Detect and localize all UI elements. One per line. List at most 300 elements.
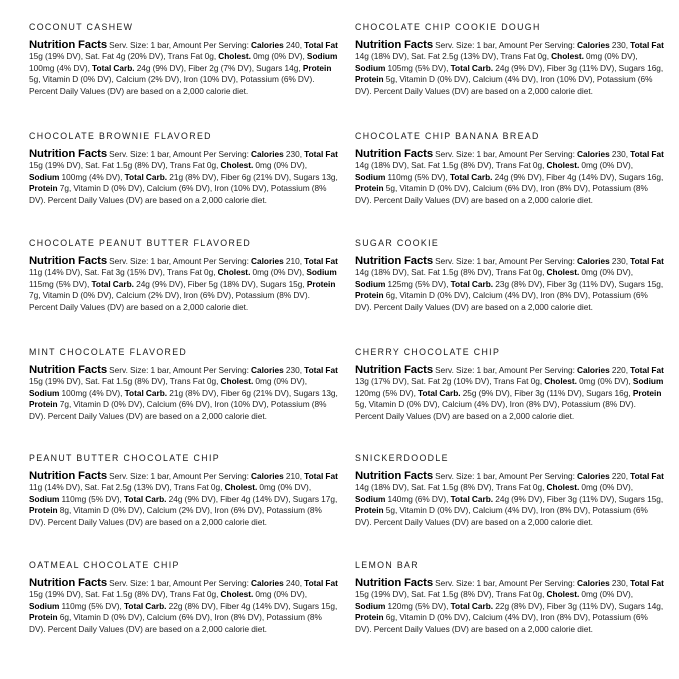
- daily-value-note: Percent Daily Values (DV) are based on a 2,000 calorie diet.: [47, 410, 267, 421]
- iron-label: Iron: [214, 183, 229, 194]
- potassium-label: Potassium: [592, 505, 632, 516]
- iron-label: Iron: [183, 74, 198, 85]
- flavor-name: CHERRY CHOCOLATE CHIP: [355, 347, 501, 357]
- cholesterol-value: 0mg (0% DV): [581, 589, 631, 600]
- potassium-value: (8% DV): [29, 612, 322, 634]
- nutrition-facts-title: Nutrition Facts: [355, 255, 434, 267]
- nutrition-facts-title: Nutrition Facts: [29, 470, 108, 482]
- flavor-name: CHOCOLATE CHIP COOKIE DOUGH: [355, 22, 541, 32]
- sat-fat-label: Sat. Fat: [411, 160, 440, 171]
- cholesterol-label: Cholest.: [224, 482, 258, 493]
- fiber-label: Fiber: [546, 171, 566, 182]
- sodium-value: 115mg (5% DV): [29, 278, 88, 289]
- total-carb-value: 21g (8% DV): [169, 387, 217, 398]
- cholesterol-label: Cholest.: [546, 160, 580, 171]
- sugars-label: Sugars: [260, 278, 287, 289]
- total-fat-value: 15g (19% DV): [29, 160, 81, 171]
- sugars-label: Sugars: [618, 62, 645, 73]
- sodium-label: Sodium: [355, 600, 386, 611]
- sugars-label: Sugars: [618, 171, 645, 182]
- protein-label: Protein: [355, 183, 384, 194]
- total-fat-label: Total Fat: [630, 40, 664, 50]
- nutrition-panel: [355, 22, 665, 97]
- total-carb-label: Total Carb.: [450, 278, 494, 289]
- cholesterol-value: 0mg (0% DV): [255, 589, 305, 600]
- potassium-label: Potassium: [561, 399, 601, 410]
- nutrition-facts-title: Nutrition Facts: [29, 577, 108, 589]
- total-fat-label: Total Fat: [630, 365, 664, 375]
- nutrition-facts-title: Nutrition Facts: [355, 364, 434, 376]
- protein-value: 5g: [385, 505, 395, 516]
- calories-value: 220: [611, 471, 626, 481]
- total-fat-value: 11g (14% DV): [29, 482, 81, 493]
- nutrition-panel: [355, 560, 665, 635]
- sodium-value: 140mg (6% DV): [387, 493, 447, 504]
- trans-fat-value: 0g: [203, 267, 214, 278]
- nutrition-panel: [355, 453, 665, 528]
- calcium-label: Calcium: [146, 505, 177, 516]
- potassium-label: Potassium: [240, 74, 279, 85]
- cholesterol-value: 0mg (0% DV): [581, 267, 631, 278]
- iron-label: Iron: [540, 505, 555, 516]
- cholesterol-value: 0mg (0% DV): [259, 482, 309, 493]
- sat-fat-value: 1.5g (8% DV): [116, 376, 166, 387]
- calcium-value: (6% DV): [178, 183, 210, 194]
- total-carb-label: Total Carb.: [123, 600, 167, 611]
- fiber-value: 3g (11% DV): [567, 62, 615, 73]
- sat-fat-label: Sat. Fat: [411, 482, 440, 493]
- calcium-label: Calcium: [146, 183, 177, 194]
- cholesterol-label: Cholest.: [217, 267, 251, 278]
- nutrition-facts-text: Nutrition Facts Serv. Size: 1 bar, Amount Per Serving: Calories 220, Total Fat 14g (18% DV), Sat. Fat 1.5g (8% DV), Trans Fat 0g, Cholest. 0mg (0% DV), Sodium 140mg (6% DV), Total Carb. 24g (9% DV), Fiber 3g (11% DV), Sugars 15g, Protein 5g, Vitamin D (0% DV), Calcium (4% DV), Iron (8% DV), Potassium (6% DV). Percent Daily Values (DV) are based on a 2,000 calorie diet.: [355, 470, 664, 527]
- fiber-value: 6g (21% DV): [241, 387, 289, 398]
- cholesterol-value: 0mg (0% DV): [255, 376, 305, 387]
- sugars-value: 17g: [321, 493, 335, 504]
- sodium-label: Sodium: [29, 387, 60, 398]
- vitamin-d-label: Vitamin D: [73, 399, 109, 410]
- cholesterol-value: 0mg (0% DV): [581, 482, 631, 493]
- total-carb-value: 22g (8% DV): [495, 600, 543, 611]
- sat-fat-label: Sat. Fat: [84, 482, 114, 493]
- iron-value: (8% DV): [556, 505, 588, 516]
- vitamin-d-label: Vitamin D: [73, 183, 109, 194]
- calcium-label: Calcium: [115, 74, 146, 85]
- protein-value: 5g: [385, 183, 395, 194]
- calories-label: Calories: [577, 471, 610, 481]
- vitamin-d-label: Vitamin D: [399, 290, 435, 301]
- trans-fat-label: Trans Fat: [500, 51, 536, 62]
- sodium-label: Sodium: [29, 493, 60, 504]
- calories-value: 240: [285, 578, 300, 588]
- fiber-label: Fiber: [220, 387, 240, 398]
- cholesterol-value: 0mg (0% DV): [581, 160, 631, 171]
- protein-label: Protein: [29, 183, 58, 194]
- protein-value: 7g: [29, 290, 39, 301]
- calcium-value: (2% DV): [148, 74, 180, 85]
- calcium-value: (4% DV): [504, 505, 536, 516]
- serving-info: Serv. Size: 1 bar, Amount Per Serving:: [109, 578, 249, 588]
- nutrition-panel: [29, 347, 339, 422]
- sat-fat-label: Sat. Fat: [85, 160, 114, 171]
- protein-label: Protein: [355, 290, 384, 301]
- trans-fat-value: 0g: [532, 267, 543, 278]
- calories-label: Calories: [577, 578, 610, 588]
- nutrition-facts-text: Nutrition Facts Serv. Size: 1 bar, Amount Per Serving: Calories 230, Total Fat 14g (18% DV), Sat. Fat 1.5g (8% DV), Trans Fat 0g, Cholest. 0mg (0% DV), Sodium 110mg (5% DV), Total Carb. 24g (9% DV), Fiber 4g (14% DV), Sugars 16g, Protein 5g, Vitamin D (0% DV), Calcium (6% DV), Iron (8% DV), Potassium (8% DV). Percent Daily Values (DV) are based on a 2,000 calorie diet.: [355, 148, 664, 205]
- total-carb-value: 22g (8% DV): [168, 600, 216, 611]
- calcium-value: (2% DV): [148, 290, 180, 301]
- nutrition-facts-title: Nutrition Facts: [355, 39, 434, 51]
- cholesterol-label: Cholest.: [546, 267, 580, 278]
- total-carb-value: 24g (9% DV): [495, 62, 543, 73]
- calories-value: 230: [611, 149, 626, 159]
- fiber-value: 3g (11% DV): [567, 278, 615, 289]
- sugars-label: Sugars: [256, 62, 283, 73]
- trans-fat-value: 0g: [532, 589, 543, 600]
- trans-fat-value: 0g: [206, 589, 217, 600]
- total-fat-label: Total Fat: [304, 256, 338, 266]
- sodium-value: 125mg (5% DV): [387, 278, 447, 289]
- vitamin-d-value: (0% DV): [111, 399, 143, 410]
- cholesterol-value: 0mg (0% DV): [253, 51, 303, 62]
- calcium-label: Calcium: [472, 612, 503, 623]
- flavor-name: OATMEAL CHOCOLATE CHIP: [29, 560, 180, 570]
- daily-value-note: Percent Daily Values (DV) are based on a 2,000 calorie diet.: [355, 410, 575, 421]
- calcium-label: Calcium: [472, 505, 503, 516]
- daily-value-note: Percent Daily Values (DV) are based on a 2,000 calorie diet.: [29, 301, 249, 312]
- sodium-label: Sodium: [29, 600, 60, 611]
- fiber-value: 3g (11% DV): [535, 387, 582, 398]
- vitamin-d-value: (0% DV): [80, 74, 112, 85]
- sodium-value: 100mg (4% DV): [29, 62, 88, 73]
- sugars-label: Sugars: [293, 171, 320, 182]
- iron-value: (10% DV): [200, 74, 236, 85]
- potassium-label: Potassium: [596, 74, 636, 85]
- fiber-label: Fiber: [546, 600, 566, 611]
- sugars-value: 15g: [647, 278, 661, 289]
- flavor-name: SUGAR COOKIE: [355, 238, 440, 248]
- nutrition-panel: [355, 238, 665, 313]
- sat-fat-label: Sat. Fat: [85, 376, 114, 387]
- sodium-value: 110mg (5% DV): [387, 171, 446, 182]
- cholesterol-value: 0mg (0% DV): [255, 160, 305, 171]
- nutrition-facts-text: Nutrition Facts Serv. Size: 1 bar, Amount Per Serving: Calories 210, Total Fat 11g (14% DV), Sat. Fat 3g (15% DV), Trans Fat 0g, Cholest. 0mg (0% DV), Sodium 115mg (5% DV), Total Carb. 24g (9% DV), Fiber 5g (18% DV), Sugars 15g, Protein 7g, Vitamin D (0% DV), Calcium (2% DV), Iron (6% DV), Potassium (8% DV). Percent Daily Values (DV) are based on a 2,000 calorie diet.: [29, 255, 338, 312]
- serving-info: Serv. Size: 1 bar, Amount Per Serving:: [435, 578, 575, 588]
- iron-value: (8% DV): [556, 290, 588, 301]
- serving-info: Serv. Size: 1 bar, Amount Per Serving:: [435, 471, 575, 481]
- vitamin-d-value: (0% DV): [111, 183, 143, 194]
- trans-fat-label: Trans Fat: [495, 482, 531, 493]
- nutrition-facts-text: Nutrition Facts Serv. Size: 1 bar, Amount Per Serving: Calories 230, Total Fat 14g (18% DV), Sat. Fat 2.5g (13% DV), Trans Fat 0g, Cholest. 0mg (0% DV), Sodium 105mg (5% DV), Total Carb. 24g (9% DV), Fiber 3g (11% DV), Sugars 16g, Protein 5g, Vitamin D (0% DV), Calcium (4% DV), Iron (10% DV), Potassium (6% DV). Percent Daily Values (DV) are based on a 2,000 calorie diet.: [355, 39, 664, 96]
- calcium-label: Calcium: [472, 290, 503, 301]
- daily-value-note: Percent Daily Values (DV) are based on a 2,000 calorie diet.: [29, 85, 249, 96]
- trans-fat-value: 0g: [210, 482, 221, 493]
- sodium-label: Sodium: [306, 267, 337, 278]
- sat-fat-value: 2.5g (13% DV): [115, 482, 170, 493]
- nutrition-facts-title: Nutrition Facts: [29, 39, 108, 51]
- daily-value-note: Percent Daily Values (DV) are based on a 2,000 calorie diet.: [373, 623, 593, 634]
- iron-value: (8% DV): [526, 399, 558, 410]
- fiber-label: Fiber: [546, 62, 566, 73]
- calcium-value: (4% DV): [504, 612, 536, 623]
- sat-fat-value: 3g (15% DV): [115, 267, 163, 278]
- sat-fat-label: Sat. Fat: [411, 51, 440, 62]
- nutrition-facts-title: Nutrition Facts: [29, 364, 108, 376]
- calcium-label: Calcium: [146, 399, 177, 410]
- sugars-label: Sugars: [618, 493, 645, 504]
- nutrition-panel: [29, 131, 339, 206]
- fiber-value: 5g (18% DV): [208, 278, 256, 289]
- total-carb-value: 24g (9% DV): [136, 278, 184, 289]
- trans-fat-value: 0g: [206, 376, 217, 387]
- nutrition-facts-title: Nutrition Facts: [29, 148, 108, 160]
- flavor-name: CHOCOLATE PEANUT BUTTER FLAVORED: [29, 238, 252, 248]
- flavor-name: MINT CHOCOLATE FLAVORED: [29, 347, 188, 357]
- serving-info: Serv. Size: 1 bar, Amount Per Serving:: [435, 365, 575, 375]
- iron-label: Iron: [540, 612, 555, 623]
- sat-fat-label: Sat. Fat: [85, 51, 114, 62]
- calories-value: 230: [611, 256, 626, 266]
- vitamin-d-label: Vitamin D: [42, 74, 79, 85]
- iron-label: Iron: [183, 290, 198, 301]
- daily-value-note: Percent Daily Values (DV) are based on a 2,000 calorie diet.: [373, 301, 593, 312]
- calories-label: Calories: [251, 365, 284, 375]
- sat-fat-value: 1.5g (8% DV): [116, 589, 166, 600]
- sodium-value: 100mg (4% DV): [61, 171, 121, 182]
- total-carb-value: 21g (8% DV): [169, 171, 217, 182]
- trans-fat-label: Trans Fat: [493, 376, 529, 387]
- sugars-label: Sugars: [292, 493, 319, 504]
- cholesterol-label: Cholest.: [546, 589, 580, 600]
- iron-value: (8% DV): [556, 183, 588, 194]
- vitamin-d-value: (0% DV): [437, 290, 469, 301]
- trans-fat-value: 0g: [206, 160, 217, 171]
- vitamin-d-value: (0% DV): [406, 399, 438, 410]
- serving-info: Serv. Size: 1 bar, Amount Per Serving:: [435, 149, 575, 159]
- fiber-value: 3g (11% DV): [567, 600, 615, 611]
- total-fat-value: 15g (19% DV): [29, 589, 81, 600]
- sugars-value: 15g: [321, 600, 335, 611]
- total-fat-value: 14g (18% DV): [355, 267, 407, 278]
- serving-info: Serv. Size: 1 bar, Amount Per Serving:: [109, 471, 249, 481]
- total-fat-label: Total Fat: [304, 578, 338, 588]
- total-carb-value: 23g (8% DV): [495, 278, 543, 289]
- trans-fat-value: 0g: [537, 51, 547, 62]
- cholesterol-value: 0mg (0% DV): [586, 51, 636, 62]
- cholesterol-label: Cholest.: [220, 160, 254, 171]
- vitamin-d-label: Vitamin D: [368, 399, 405, 410]
- potassium-value: (8% DV): [29, 399, 327, 421]
- sodium-value: 110mg (5% DV): [61, 600, 120, 611]
- protein-label: Protein: [29, 505, 58, 516]
- sat-fat-label: Sat. Fat: [85, 589, 114, 600]
- sugars-label: Sugars: [618, 278, 645, 289]
- flavor-name: CHOCOLATE BROWNIE FLAVORED: [29, 131, 212, 141]
- sodium-value: 100mg (4% DV): [61, 387, 121, 398]
- calories-value: 240: [285, 40, 300, 50]
- fiber-label: Fiber: [546, 493, 566, 504]
- iron-value: (6% DV): [200, 290, 232, 301]
- protein-label: Protein: [302, 62, 332, 73]
- potassium-value: (8% DV): [276, 290, 308, 301]
- calories-label: Calories: [577, 149, 610, 159]
- vitamin-d-label: Vitamin D: [399, 74, 435, 85]
- protein-label: Protein: [306, 278, 336, 289]
- total-fat-value: 15g (19% DV): [29, 376, 81, 387]
- total-fat-value: 15g (19% DV): [29, 51, 81, 62]
- iron-value: (10% DV): [230, 183, 267, 194]
- cholesterol-label: Cholest.: [220, 376, 254, 387]
- calories-value: 220: [611, 365, 626, 375]
- calories-label: Calories: [251, 256, 284, 266]
- sodium-label: Sodium: [306, 51, 338, 62]
- potassium-value: (8% DV): [355, 183, 648, 205]
- total-carb-label: Total Carb.: [450, 62, 494, 73]
- calories-value: 210: [285, 471, 300, 481]
- total-carb-label: Total Carb.: [450, 600, 494, 611]
- fiber-value: 2g (7% DV): [209, 62, 252, 73]
- protein-value: 7g: [59, 399, 69, 410]
- potassium-label: Potassium: [266, 612, 306, 623]
- calories-label: Calories: [251, 149, 284, 159]
- calories-label: Calories: [577, 365, 610, 375]
- total-fat-value: 15g (19% DV): [355, 589, 407, 600]
- total-fat-value: 11g (14% DV): [29, 267, 81, 278]
- fiber-label: Fiber: [188, 62, 208, 73]
- protein-value: 5g: [385, 74, 395, 85]
- sugars-value: 13g: [321, 171, 336, 182]
- total-carb-value: 24g (9% DV): [136, 62, 184, 73]
- sugars-value: 13g: [321, 387, 336, 398]
- protein-label: Protein: [29, 399, 58, 410]
- fiber-value: 3g (11% DV): [567, 493, 615, 504]
- iron-label: Iron: [509, 399, 524, 410]
- total-carb-label: Total Carb.: [124, 171, 168, 182]
- flavor-name: CHOCOLATE CHIP BANANA BREAD: [355, 131, 540, 141]
- daily-value-note: Percent Daily Values (DV) are based on a 2,000 calorie diet.: [47, 516, 267, 527]
- sat-fat-label: Sat. Fat: [84, 267, 114, 278]
- cholesterol-value: 0mg (0% DV): [252, 267, 302, 278]
- calories-label: Calories: [577, 256, 610, 266]
- total-carb-value: 25g (9% DV): [462, 387, 510, 398]
- trans-fat-value: 0g: [532, 160, 543, 171]
- fiber-label: Fiber: [220, 171, 240, 182]
- total-carb-label: Total Carb.: [450, 493, 494, 504]
- trans-fat-label: Trans Fat: [495, 589, 531, 600]
- potassium-label: Potassium: [266, 505, 306, 516]
- total-fat-value: 14g (18% DV): [355, 482, 407, 493]
- total-carb-label: Total Carb.: [123, 493, 167, 504]
- sugars-label: Sugars: [586, 387, 613, 398]
- vitamin-d-label: Vitamin D: [399, 612, 435, 623]
- total-fat-label: Total Fat: [304, 471, 338, 481]
- daily-value-note: Percent Daily Values (DV) are based on a 2,000 calorie diet.: [47, 194, 267, 205]
- vitamin-d-value: (0% DV): [437, 183, 469, 194]
- vitamin-d-value: (0% DV): [437, 74, 469, 85]
- flavor-name: LEMON BAR: [355, 560, 419, 570]
- cholesterol-label: Cholest.: [218, 51, 251, 62]
- serving-info: Serv. Size: 1 bar, Amount Per Serving:: [109, 365, 249, 375]
- daily-value-note: Percent Daily Values (DV) are based on a 2,000 calorie diet.: [47, 623, 267, 634]
- nutrition-facts-text: Nutrition Facts Serv. Size: 1 bar, Amount Per Serving: Calories 230, Total Fat 15g (19% DV), Sat. Fat 1.5g (8% DV), Trans Fat 0g, Cholest. 0mg (0% DV), Sodium 120mg (5% DV), Total Carb. 22g (8% DV), Fiber 3g (11% DV), Sugars 14g, Protein 6g, Vitamin D (0% DV), Calcium (4% DV), Iron (8% DV), Potassium (6% DV). Percent Daily Values (DV) are based on a 2,000 calorie diet.: [355, 577, 664, 634]
- cholesterol-label: Cholest.: [544, 376, 577, 387]
- total-fat-value: 13g (17% DV): [355, 376, 407, 387]
- serving-info: Serv. Size: 1 bar, Amount Per Serving:: [109, 40, 249, 50]
- potassium-value: (6% DV): [355, 505, 648, 527]
- cholesterol-label: Cholest.: [551, 51, 584, 62]
- calcium-value: (4% DV): [504, 290, 536, 301]
- protein-value: 5g: [29, 74, 39, 85]
- potassium-label: Potassium: [235, 290, 275, 301]
- total-fat-label: Total Fat: [630, 471, 664, 481]
- trans-fat-value: 0g: [204, 51, 214, 62]
- sat-fat-value: 1.5g (8% DV): [116, 160, 166, 171]
- calcium-label: Calcium: [146, 612, 177, 623]
- trans-fat-label: Trans Fat: [166, 267, 202, 278]
- fiber-value: 6g (21% DV): [241, 171, 289, 182]
- protein-value: 5g: [355, 399, 365, 410]
- iron-label: Iron: [214, 399, 229, 410]
- nutrition-panel: [355, 347, 665, 422]
- nutrition-panel: [29, 560, 339, 635]
- nutrition-facts-title: Nutrition Facts: [355, 148, 434, 160]
- sat-fat-value: 1.5g (8% DV): [442, 267, 492, 278]
- trans-fat-value: 0g: [530, 376, 540, 387]
- trans-fat-label: Trans Fat: [169, 376, 205, 387]
- vitamin-d-value: (0% DV): [111, 612, 143, 623]
- sugars-label: Sugars: [618, 600, 645, 611]
- flavor-name: SNICKERDOODLE: [355, 453, 449, 463]
- calories-value: 230: [611, 40, 626, 50]
- sodium-value: 105mg (5% DV): [387, 62, 447, 73]
- nutrition-facts-text: Nutrition Facts Serv. Size: 1 bar, Amount Per Serving: Calories 230, Total Fat 15g (19% DV), Sat. Fat 1.5g (8% DV), Trans Fat 0g, Cholest. 0mg (0% DV), Sodium 100mg (4% DV), Total Carb. 21g (8% DV), Fiber 6g (21% DV), Sugars 13g, Protein 7g, Vitamin D (0% DV), Calcium (6% DV), Iron (10% DV), Potassium (8% DV). Percent Daily Values (DV) are based on a 2,000 calorie diet.: [29, 364, 338, 421]
- iron-value: (10% DV): [230, 399, 267, 410]
- calcium-label: Calcium: [115, 290, 146, 301]
- sat-fat-value: 4g (20% DV): [116, 51, 164, 62]
- calcium-value: (6% DV): [178, 612, 210, 623]
- potassium-value: (8% DV): [29, 183, 327, 205]
- flavor-name: COCONUT CASHEW: [29, 22, 134, 32]
- sodium-value: 120mg (5% DV): [387, 600, 447, 611]
- sat-fat-value: 1.5g (8% DV): [442, 160, 492, 171]
- iron-value: (8% DV): [230, 612, 262, 623]
- nutrition-panel: [29, 22, 339, 97]
- potassium-label: Potassium: [270, 183, 310, 194]
- potassium-value: (6% DV): [355, 290, 648, 312]
- calcium-value: (4% DV): [474, 399, 506, 410]
- daily-value-note: Percent Daily Values (DV) are based on a 2,000 calorie diet.: [373, 85, 593, 96]
- total-fat-value: 14g (18% DV): [355, 160, 407, 171]
- total-fat-value: 14g (18% DV): [355, 51, 407, 62]
- potassium-label: Potassium: [592, 183, 632, 194]
- calories-value: 210: [285, 256, 300, 266]
- total-carb-label: Total Carb.: [418, 387, 461, 398]
- protein-label: Protein: [355, 74, 384, 85]
- total-fat-label: Total Fat: [630, 149, 664, 159]
- calcium-value: (6% DV): [178, 399, 210, 410]
- sugars-value: 16g: [614, 387, 629, 398]
- calories-label: Calories: [251, 40, 284, 50]
- sugars-value: 14g: [284, 62, 299, 73]
- iron-label: Iron: [214, 612, 229, 623]
- calories-label: Calories: [251, 578, 284, 588]
- iron-label: Iron: [214, 505, 229, 516]
- total-carb-label: Total Carb.: [91, 278, 134, 289]
- fiber-label: Fiber: [220, 493, 240, 504]
- total-carb-label: Total Carb.: [449, 171, 493, 182]
- vitamin-d-value: (0% DV): [80, 290, 112, 301]
- total-carb-value: 24g (9% DV): [495, 493, 543, 504]
- flavor-name: PEANUT BUTTER CHOCOLATE CHIP: [29, 453, 220, 463]
